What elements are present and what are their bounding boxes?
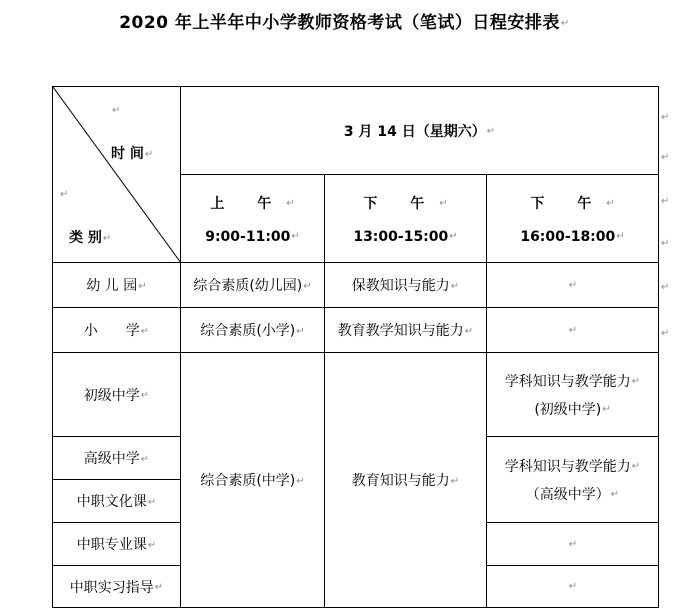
- exam-subject-level: （高级中学）: [525, 486, 610, 503]
- exam-subject: 综合素质(小学): [200, 323, 296, 339]
- category-label: 中职专业课: [76, 537, 147, 553]
- exam-subject: 学科知识与教学能力: [504, 373, 631, 390]
- exam-subject: 教育知识与能力: [351, 473, 450, 489]
- paragraph-mark-icon: ↵: [303, 280, 312, 292]
- exam-cell-empty: [487, 263, 659, 308]
- paragraph-mark-icon: ↵: [140, 325, 150, 337]
- paragraph-mark-icon: ↵: [112, 105, 121, 116]
- exam-cell: [181, 263, 325, 308]
- exam-cell: [325, 353, 487, 608]
- paragraph-mark-icon: ↵: [560, 17, 570, 29]
- header-category-label: 类 别↵: [69, 230, 112, 246]
- exam-subject: 教育教学知识与能力: [337, 323, 464, 339]
- category-cell: [53, 523, 181, 566]
- exam-cell-empty: [487, 308, 659, 353]
- paragraph-mark-icon: ↵: [610, 489, 620, 500]
- paragraph-mark-icon: ↵: [439, 198, 448, 209]
- paragraph-mark-icon: ↵: [661, 152, 670, 163]
- paragraph-mark-icon: ↵: [464, 325, 474, 337]
- category-cell: [53, 353, 181, 437]
- exam-cell: [487, 437, 659, 523]
- header-time-label: 时 间↵: [111, 146, 154, 162]
- paragraph-mark-icon: ↵: [102, 232, 112, 244]
- category-label: 小 学: [83, 323, 140, 339]
- exam-cell: [181, 308, 325, 353]
- exam-subject: 学科知识与教学能力: [504, 458, 631, 475]
- paragraph-mark-icon: ↵: [296, 475, 305, 487]
- category-label: 高级中学: [83, 451, 140, 467]
- exam-cell: [325, 308, 487, 353]
- session-time: 13:00-15:00: [353, 228, 449, 245]
- paragraph-mark-icon: ↵: [147, 496, 157, 508]
- exam-subject-level: (初级中学): [534, 401, 602, 418]
- exam-cell: [487, 353, 659, 437]
- session-period: 下 午: [363, 195, 439, 212]
- paragraph-mark-icon: ↵: [568, 538, 578, 550]
- exam-date: 3 月 14 日（星期六）: [343, 123, 486, 140]
- paragraph-mark-icon: ↵: [661, 282, 670, 293]
- paragraph-mark-icon: ↵: [568, 279, 578, 291]
- paragraph-mark-icon: ↵: [140, 453, 150, 465]
- paragraph-mark-icon: ↵: [568, 324, 578, 336]
- category-cell: [53, 437, 181, 480]
- paragraph-mark-icon: ↵: [606, 198, 615, 209]
- paragraph-mark-icon: ↵: [450, 475, 460, 487]
- session-time: 9:00-11:00: [205, 228, 291, 245]
- category-cell: [53, 566, 181, 608]
- paragraph-mark-icon: ↵: [661, 328, 670, 339]
- paragraph-mark-icon: ↵: [450, 280, 460, 292]
- paragraph-mark-icon: ↵: [486, 126, 496, 137]
- paragraph-mark-icon: ↵: [602, 404, 611, 415]
- diagonal-header-cell: [53, 87, 181, 263]
- category-label: 中职实习指导: [69, 579, 154, 596]
- paragraph-mark-icon: ↵: [631, 376, 641, 387]
- exam-subject: 综合素质(中学): [200, 473, 296, 489]
- exam-cell-empty: [487, 566, 659, 608]
- paragraph-mark-icon: ↵: [140, 390, 150, 401]
- exam-cell: [181, 353, 325, 608]
- session-time: 16:00-18:00: [520, 228, 616, 245]
- paragraph-mark-icon: ↵: [147, 539, 157, 551]
- paragraph-mark-icon: ↵: [296, 325, 305, 337]
- paragraph-mark-icon: ↵: [661, 196, 670, 207]
- session-header-3: [487, 175, 659, 263]
- exam-date-cell: [181, 87, 659, 175]
- paragraph-mark-icon: ↵: [631, 461, 641, 472]
- schedule-table: [52, 86, 659, 608]
- category-label: 幼 儿 园: [86, 278, 138, 294]
- session-period: 上 午: [210, 195, 286, 212]
- paragraph-mark-icon: ↵: [616, 231, 625, 242]
- session-period: 下 午: [530, 195, 606, 212]
- category-cell: [53, 308, 181, 353]
- exam-subject: 保教知识与能力: [351, 278, 450, 294]
- category-label: 中职文化课: [76, 494, 147, 510]
- paragraph-mark-icon: ↵: [568, 581, 578, 592]
- session-header-1: [181, 175, 325, 263]
- paragraph-mark-icon: ↵: [138, 280, 147, 292]
- exam-cell-empty: [487, 523, 659, 566]
- paragraph-mark-icon: ↵: [291, 231, 300, 242]
- paragraph-mark-icon: ↵: [286, 198, 295, 209]
- paragraph-mark-icon: ↵: [661, 238, 670, 249]
- page-title: [0, 8, 689, 33]
- paragraph-mark-icon: ↵: [661, 112, 670, 123]
- page-title-text: 2020 年上半年中小学教师资格考试（笔试）日程安排表: [119, 13, 560, 33]
- exam-subject: 综合素质(幼儿园): [193, 278, 303, 294]
- paragraph-mark-icon: ↵: [144, 148, 154, 160]
- exam-cell: [325, 263, 487, 308]
- paragraph-mark-icon: ↵: [60, 189, 69, 200]
- paragraph-mark-icon: ↵: [449, 231, 458, 242]
- paragraph-mark-icon: ↵: [154, 582, 164, 593]
- category-label: 初级中学: [83, 387, 140, 404]
- category-cell: [53, 480, 181, 523]
- category-cell: [53, 263, 181, 308]
- session-header-2: [325, 175, 487, 263]
